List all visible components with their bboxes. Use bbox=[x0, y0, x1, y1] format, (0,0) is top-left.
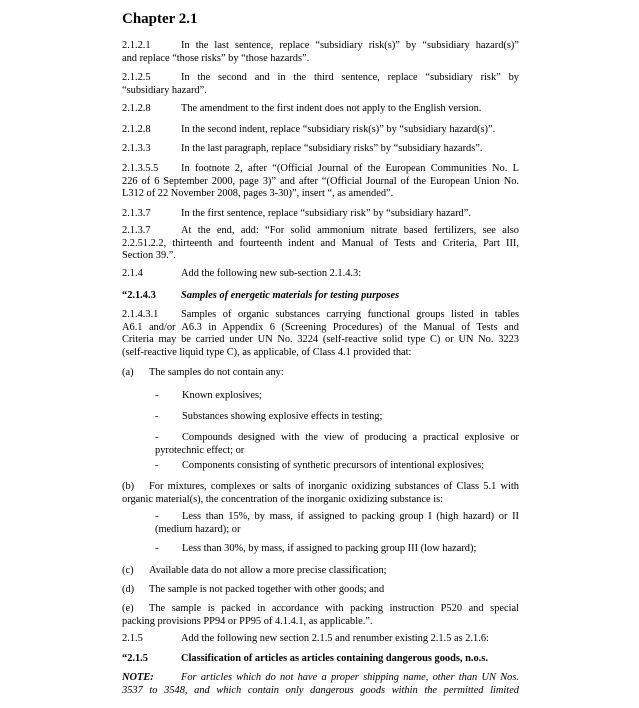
item-text: organic material(s), the concentration of the inorganic oxidizing substance is: bbox=[122, 493, 444, 505]
paragraph-line: In the last paragraph, replace “subsidiary risks” by “subsidiary hazards”. bbox=[181, 143, 483, 154]
paragraph-line: Criteria may be carried under UN No. 3224 (self-reactive solid type C) or UN No. 3223 bbox=[122, 334, 519, 346]
heading-text: Classification of articles as articles containing dangerous goods, n.o.s. bbox=[181, 653, 488, 664]
paragraph-line: Samples of organic substances carrying functional groups listed in tables bbox=[181, 309, 519, 320]
paragraph-line: “subsidiary hazard”. bbox=[122, 84, 207, 96]
dash-text: (medium hazard); or bbox=[155, 523, 241, 535]
paragraph-2-1-3-5-5 bbox=[122, 163, 519, 201]
paragraph-number: 2.1.3.5.5 bbox=[122, 163, 159, 174]
paragraph-number: 2.1.3.7 bbox=[122, 225, 151, 236]
paragraph-number: 2.1.5 bbox=[122, 633, 143, 644]
paragraph-2-1-3-7-b bbox=[122, 225, 519, 263]
item-d bbox=[122, 584, 519, 597]
item-label: (a) bbox=[122, 367, 134, 378]
item-e bbox=[122, 603, 519, 628]
paragraph-2-1-3-7-a bbox=[122, 208, 519, 221]
dash-text: Substances showing explosive effects in testing; bbox=[182, 411, 383, 422]
paragraph-line: A6.1 and/or A6.3 in Appendix 6 (Screening Procedures) of the Manual of Tests and bbox=[122, 321, 519, 333]
dash-item bbox=[122, 432, 519, 457]
paragraph-number: 2.1.2.1 bbox=[122, 40, 151, 51]
item-text: packing provisions PP94 or PP95 of 4.1.4.1, as applicable.”. bbox=[122, 615, 373, 627]
item-text: The sample is packed in accordance with packing instruction P520 and special bbox=[149, 603, 519, 614]
heading-text: Samples of energetic materials for testing purposes bbox=[181, 290, 400, 301]
paragraph-number: 2.1.4.3.1 bbox=[122, 309, 159, 320]
heading-2-1-4-3 bbox=[122, 290, 519, 303]
item-c bbox=[122, 565, 519, 578]
dash-item bbox=[122, 411, 519, 424]
item-label: (d) bbox=[122, 584, 135, 595]
paragraph-line: and replace “those risks” by “those hazards”. bbox=[122, 52, 310, 64]
dash-text: Less than 30%, by mass, if assigned to packing group III (low hazard); bbox=[182, 543, 477, 554]
dash-marker: - bbox=[155, 390, 159, 401]
item-text: For mixtures, complexes or salts of inorganic oxidizing substances of Class 5.1 with bbox=[149, 481, 519, 492]
paragraph-2-1-2-8-b bbox=[122, 124, 519, 137]
paragraph-number: 2.1.2.8 bbox=[122, 103, 151, 114]
note bbox=[122, 672, 519, 697]
note-text: For articles which do not have a proper shipping name, other than UN Nos. bbox=[181, 672, 519, 683]
paragraph-2-1-2-1 bbox=[122, 40, 519, 65]
dash-item bbox=[122, 460, 519, 473]
dash-item bbox=[122, 543, 519, 556]
heading-number: “2.1.4.3 bbox=[122, 290, 156, 301]
dash-marker: - bbox=[155, 432, 159, 443]
item-text: The samples do not contain any: bbox=[149, 367, 284, 378]
dash-text: Less than 15%, by mass, if assigned to packing group I (high hazard) or II bbox=[182, 511, 519, 522]
paragraph-line: Section 39.”. bbox=[122, 250, 176, 262]
chapter-title: Chapter 2.1 bbox=[122, 11, 198, 27]
heading-2-1-5 bbox=[122, 653, 519, 666]
dash-marker: - bbox=[155, 411, 159, 422]
paragraph-number: 2.1.3.3 bbox=[122, 143, 151, 154]
item-text: Available data do not allow a more precise classification; bbox=[149, 565, 387, 576]
paragraph-line: In the first sentence, replace “subsidiary risk” by “subsidiary hazard”. bbox=[181, 208, 471, 219]
item-b bbox=[122, 481, 519, 506]
paragraph-number: 2.1.3.7 bbox=[122, 208, 151, 219]
paragraph-line: L312 of 22 November 2008, pages 3-30)”, insert “, as amended”. bbox=[122, 188, 394, 200]
paragraph-line: In footnote 2, after “(Official Journal of the European Communities No. L bbox=[181, 163, 519, 174]
note-text: 3537 to 3548, and which contain only dangerous goods within the permitted limited bbox=[122, 684, 519, 696]
dash-marker: - bbox=[155, 543, 159, 554]
paragraph-2-1-4 bbox=[122, 268, 519, 281]
dash-text: Components consisting of synthetic precursors of intentional explosives; bbox=[182, 460, 485, 471]
heading-number: “2.1.5 bbox=[122, 653, 148, 664]
paragraph-number: 2.1.2.8 bbox=[122, 124, 151, 135]
dash-text: pyrotechnic effect; or bbox=[155, 444, 245, 456]
dash-text: Known explosives; bbox=[182, 390, 262, 401]
paragraph-number: 2.1.2.5 bbox=[122, 72, 151, 83]
paragraph-line: At the end, add: “For solid ammonium nitrate based fertilizers, see also bbox=[181, 225, 519, 236]
dash-marker: - bbox=[155, 460, 159, 471]
note-label: NOTE: bbox=[122, 672, 154, 683]
paragraph-2-1-5 bbox=[122, 633, 519, 646]
paragraph-line: Add the following new section 2.1.5 and renumber existing 2.1.5 as 2.1.6: bbox=[181, 633, 489, 644]
item-label: (c) bbox=[122, 565, 134, 576]
paragraph-line: (self-reactive liquid type C), as applicable, of Class 4.1 provided that: bbox=[122, 346, 412, 358]
dash-item bbox=[122, 390, 519, 403]
paragraph-line: Add the following new sub-section 2.1.4.3: bbox=[181, 268, 362, 279]
paragraph-2-1-2-5 bbox=[122, 72, 519, 97]
paragraph-2-1-4-3-1 bbox=[122, 309, 519, 359]
paragraph-line: In the second and in the third sentence, replace “subsidiary risk” by bbox=[181, 72, 519, 83]
dash-marker: - bbox=[155, 511, 159, 522]
paragraph-number: 2.1.4 bbox=[122, 268, 143, 279]
dash-text: Compounds designed with the view of producing a practical explosive or bbox=[182, 432, 519, 443]
paragraph-line: 2.2.51.2.2, thirteenth and fourteenth indent and Manual of Tests and Criteria, Part III, bbox=[122, 237, 519, 249]
paragraph-line: In the second indent, replace “subsidiary risk(s)” by “subsidiary hazard(s)”. bbox=[181, 124, 496, 135]
paragraph-line: The amendment to the first indent does not apply to the English version. bbox=[181, 103, 482, 114]
paragraph-line: In the last sentence, replace “subsidiary risk(s)” by “subsidiary hazard(s)” bbox=[181, 40, 519, 51]
paragraph-2-1-2-8-a bbox=[122, 103, 519, 116]
paragraph-2-1-3-3 bbox=[122, 143, 519, 156]
item-a bbox=[122, 367, 519, 380]
paragraph-line: 226 of 6 September 2000, page 3)” and after “(Official Journal of the European Union No. bbox=[122, 175, 519, 187]
item-text: The sample is not packed together with other goods; and bbox=[149, 584, 385, 595]
item-label: (e) bbox=[122, 603, 134, 614]
item-label: (b) bbox=[122, 481, 135, 492]
dash-item bbox=[122, 511, 519, 536]
